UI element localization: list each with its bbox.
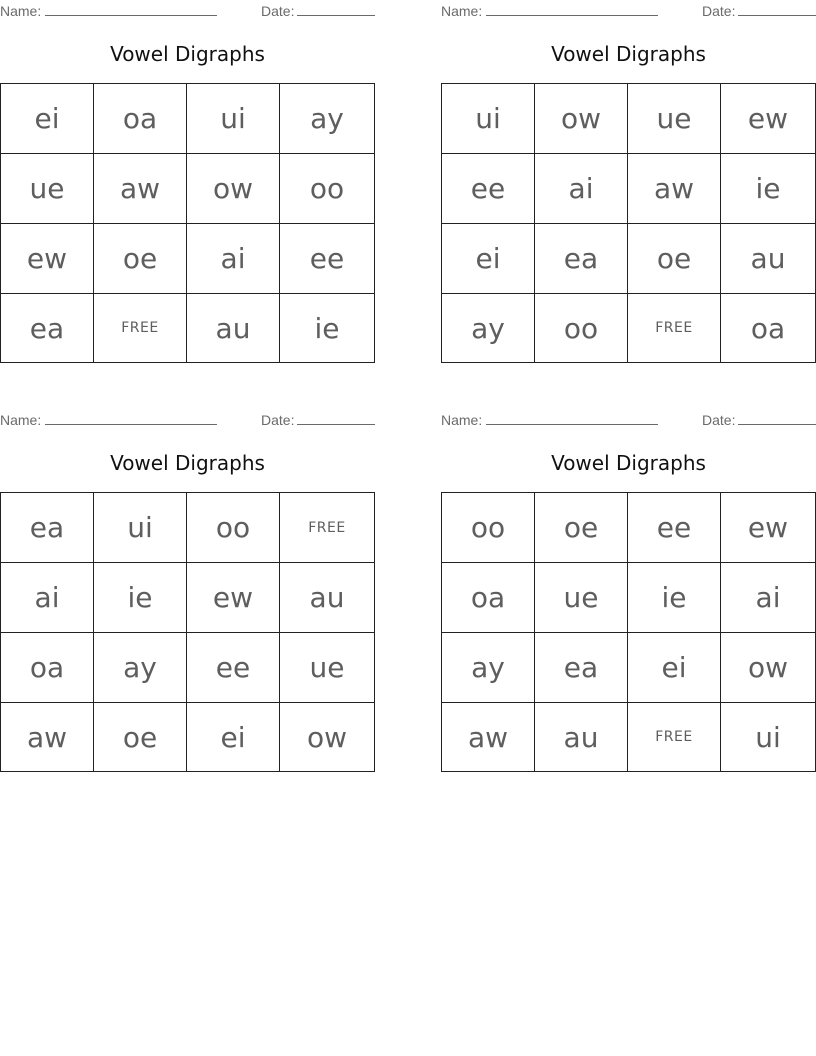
digraph-cell[interactable]: oo	[535, 294, 628, 362]
digraph-cell[interactable]: ie	[94, 563, 187, 633]
digraph-cell[interactable]: ea	[535, 224, 628, 294]
digraph-cell[interactable]: ai	[535, 154, 628, 224]
bingo-grid	[441, 492, 816, 772]
digraph-cell[interactable]: ew	[1, 224, 94, 294]
name-label: Name:	[0, 412, 42, 428]
digraph-cell[interactable]: ea	[1, 493, 94, 563]
name-label: Name:	[441, 3, 483, 19]
digraph-cell[interactable]: oa	[442, 563, 535, 633]
digraph-cell[interactable]: aw	[1, 703, 94, 771]
digraph-cell[interactable]: ow	[721, 633, 815, 703]
digraph-cell[interactable]: ay	[280, 84, 374, 154]
digraph-cell[interactable]: au	[535, 703, 628, 771]
name-label: Name:	[441, 412, 483, 428]
card-title: Vowel Digraphs	[110, 42, 265, 66]
digraph-cell[interactable]: au	[187, 294, 280, 362]
digraph-cell[interactable]: ue	[280, 633, 374, 703]
digraph-cell[interactable]: ee	[628, 493, 721, 563]
digraph-cell[interactable]: oo	[187, 493, 280, 563]
date-blank-line[interactable]	[297, 15, 375, 16]
date-blank-line[interactable]	[297, 424, 375, 425]
digraph-cell[interactable]: ay	[442, 633, 535, 703]
bingo-grid	[0, 492, 375, 772]
name-date-header	[0, 409, 375, 431]
name-date-header	[0, 0, 375, 22]
name-date-header	[441, 409, 816, 431]
digraph-cell[interactable]: aw	[94, 154, 187, 224]
bingo-card	[0, 0, 375, 345]
card-title: Vowel Digraphs	[110, 451, 265, 475]
free-space-cell[interactable]: FREE	[280, 493, 374, 563]
digraph-cell[interactable]: ea	[1, 294, 94, 362]
digraph-cell[interactable]: oo	[442, 493, 535, 563]
digraph-cell[interactable]: ui	[442, 84, 535, 154]
digraph-cell[interactable]: oe	[535, 493, 628, 563]
digraph-cell[interactable]: oa	[1, 633, 94, 703]
free-space-cell[interactable]: FREE	[628, 703, 721, 771]
card-title: Vowel Digraphs	[551, 451, 706, 475]
digraph-cell[interactable]: ay	[442, 294, 535, 362]
digraph-cell[interactable]: oe	[628, 224, 721, 294]
digraph-cell[interactable]: oe	[94, 703, 187, 771]
digraph-cell[interactable]: ay	[94, 633, 187, 703]
name-blank-line[interactable]	[486, 424, 658, 425]
digraph-cell[interactable]: ei	[442, 224, 535, 294]
digraph-cell[interactable]: ee	[280, 224, 374, 294]
name-date-header	[441, 0, 816, 22]
bingo-card	[441, 409, 816, 754]
name-blank-line[interactable]	[45, 424, 217, 425]
digraph-cell[interactable]: ei	[1, 84, 94, 154]
digraph-cell[interactable]: ee	[187, 633, 280, 703]
digraph-cell[interactable]: au	[280, 563, 374, 633]
digraph-cell[interactable]: ue	[1, 154, 94, 224]
digraph-cell[interactable]: oe	[94, 224, 187, 294]
digraph-cell[interactable]: ei	[628, 633, 721, 703]
digraph-cell[interactable]: ow	[306, 720, 348, 754]
bingo-grid	[0, 83, 375, 363]
bingo-card	[0, 409, 375, 754]
digraph-cell[interactable]: oo	[280, 154, 374, 224]
digraph-cell[interactable]: ea	[535, 633, 628, 703]
digraph-cell[interactable]: ue	[535, 563, 628, 633]
digraph-cell[interactable]: ai	[1, 563, 94, 633]
date-label: Date:	[702, 412, 736, 428]
digraph-cell[interactable]: ei	[187, 703, 280, 771]
digraph-cell[interactable]: ew	[187, 563, 280, 633]
digraph-cell[interactable]: ee	[442, 154, 535, 224]
date-blank-line[interactable]	[738, 15, 816, 16]
digraph-cell[interactable]: ie	[628, 563, 721, 633]
free-space-cell[interactable]: FREE	[628, 294, 721, 362]
name-blank-line[interactable]	[45, 15, 217, 16]
digraph-cell[interactable]: ie	[314, 311, 340, 345]
digraph-cell[interactable]: ui	[755, 720, 781, 754]
free-space-cell[interactable]: FREE	[94, 294, 187, 362]
digraph-cell[interactable]: au	[721, 224, 815, 294]
digraph-cell[interactable]: ue	[628, 84, 721, 154]
digraph-cell[interactable]: ow	[187, 154, 280, 224]
digraph-cell[interactable]: ew	[721, 84, 815, 154]
digraph-cell[interactable]: ai	[721, 563, 815, 633]
name-blank-line[interactable]	[486, 15, 658, 16]
digraph-cell[interactable]: aw	[628, 154, 721, 224]
digraph-cell[interactable]: oa	[94, 84, 187, 154]
digraph-cell[interactable]: ui	[94, 493, 187, 563]
card-title: Vowel Digraphs	[551, 42, 706, 66]
date-label: Date:	[261, 3, 295, 19]
digraph-cell[interactable]: ew	[721, 493, 815, 563]
digraph-cell[interactable]: ui	[187, 84, 280, 154]
bingo-grid	[441, 83, 816, 363]
digraph-cell[interactable]: ow	[535, 84, 628, 154]
date-label: Date:	[702, 3, 736, 19]
digraph-cell[interactable]: oa	[750, 311, 786, 345]
digraph-cell[interactable]: aw	[442, 703, 535, 771]
date-label: Date:	[261, 412, 295, 428]
digraph-cell[interactable]: ai	[187, 224, 280, 294]
name-label: Name:	[0, 3, 42, 19]
date-blank-line[interactable]	[738, 424, 816, 425]
bingo-card	[441, 0, 816, 345]
digraph-cell[interactable]: ie	[721, 154, 815, 224]
